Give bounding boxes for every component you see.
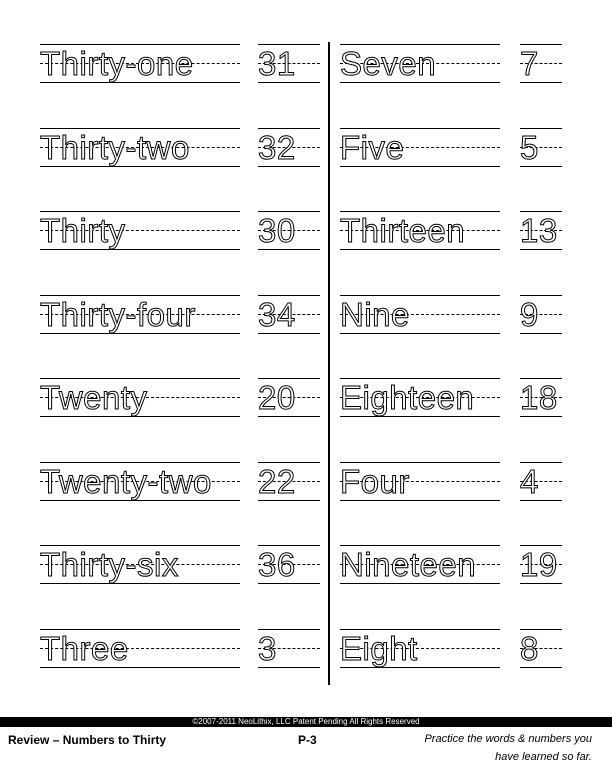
guide-line-base [258,416,320,417]
guide-line-base [340,166,500,167]
traced-number [520,629,562,671]
guide-line-base [520,667,562,668]
traced-word-text: Thirty-one [40,45,194,82]
traced-word-text: Four [340,462,410,500]
traced-word [340,128,500,170]
traced-word-text: Twenty [40,379,148,416]
traced-number [520,545,562,587]
guide-line-base [40,583,240,584]
traced-number-text: 3 [258,629,277,667]
traced-number [258,462,320,504]
traced-number-text: 34 [258,295,296,333]
guide-line-base [520,82,562,83]
guide-line-base [520,166,562,167]
traced-word-text: Nineteen [340,546,477,583]
traced-number [258,378,320,420]
traced-word-text: Eighteen [340,379,475,416]
traced-number [520,378,562,420]
traced-word-text: Thirty-six [40,546,179,583]
traced-number [258,629,320,671]
traced-number-text: 5 [520,128,539,166]
traced-word-text: Seven [340,45,437,82]
traced-word [340,44,500,86]
traced-number-text: 22 [258,462,296,500]
column-divider [328,42,330,685]
traced-word-text: Three [40,629,129,667]
guide-line-base [520,583,562,584]
guide-line-base [258,82,320,83]
traced-word [40,378,240,420]
traced-number [520,44,562,86]
page-number: P-3 [298,733,317,747]
guide-line-base [340,416,500,417]
guide-line-base [258,333,320,334]
traced-word [40,128,240,170]
traced-word-text: Thirty [40,212,126,249]
traced-word [340,462,500,504]
traced-word [40,545,240,587]
traced-word [40,211,240,253]
guide-line-base [258,500,320,501]
guide-line-base [258,249,320,250]
guide-line-base [340,82,500,83]
guide-line-base [520,333,562,334]
guide-line-base [40,82,240,83]
traced-number-text: 8 [520,629,539,667]
traced-word [40,629,240,671]
traced-word-text: Thirteen [340,212,466,249]
traced-number-text: 31 [258,45,296,82]
traced-word-text: Thirty-two [40,128,190,166]
traced-number [520,211,562,253]
traced-word-text: Thirty-four [40,295,196,333]
guide-line-base [520,249,562,250]
traced-number [258,545,320,587]
traced-word [340,629,500,671]
traced-word [340,211,500,253]
traced-number-text: 13 [520,212,558,249]
traced-number [258,128,320,170]
traced-number-text: 4 [520,462,539,500]
guide-line-base [340,249,500,250]
guide-line-base [40,249,240,250]
traced-word-text: Twenty-two [40,462,212,500]
guide-line-base [520,416,562,417]
guide-line-base [258,667,320,668]
instruction-line-1: Practice the words & numbers you [424,733,592,745]
traced-word [340,295,500,337]
copyright-text: ©2007-2011 NeoLithix, LLC Patent Pending All Rights Reserved [192,717,420,726]
guide-line-base [340,500,500,501]
worksheet-title: Review – Numbers to Thirty [8,733,167,747]
traced-number-text: 9 [520,295,539,333]
traced-word [40,462,240,504]
traced-word [340,378,500,420]
traced-word-text: Eight [340,629,418,667]
traced-word-text: Nine [340,295,410,333]
traced-word [340,545,500,587]
guide-line-base [40,667,240,668]
traced-number-text: 18 [520,379,558,416]
traced-word [40,295,240,337]
instruction-text [352,730,592,766]
guide-line-base [520,500,562,501]
traced-number-text: 32 [258,128,296,166]
traced-number-text: 19 [520,546,558,583]
traced-number [520,462,562,504]
instruction-line-2: have learned so far. [495,751,592,763]
guide-line-base [340,583,500,584]
traced-word [40,44,240,86]
guide-line-base [258,583,320,584]
traced-number-text: 30 [258,212,296,249]
traced-number [520,128,562,170]
guide-line-base [40,416,240,417]
guide-line-base [258,166,320,167]
traced-number-text: 36 [258,546,296,583]
traced-number [258,211,320,253]
traced-number [258,44,320,86]
guide-line-base [340,333,500,334]
traced-word-text: Five [340,128,405,166]
traced-number [258,295,320,337]
traced-number-text: 7 [520,45,539,82]
traced-number-text: 20 [258,379,296,416]
traced-number [520,295,562,337]
